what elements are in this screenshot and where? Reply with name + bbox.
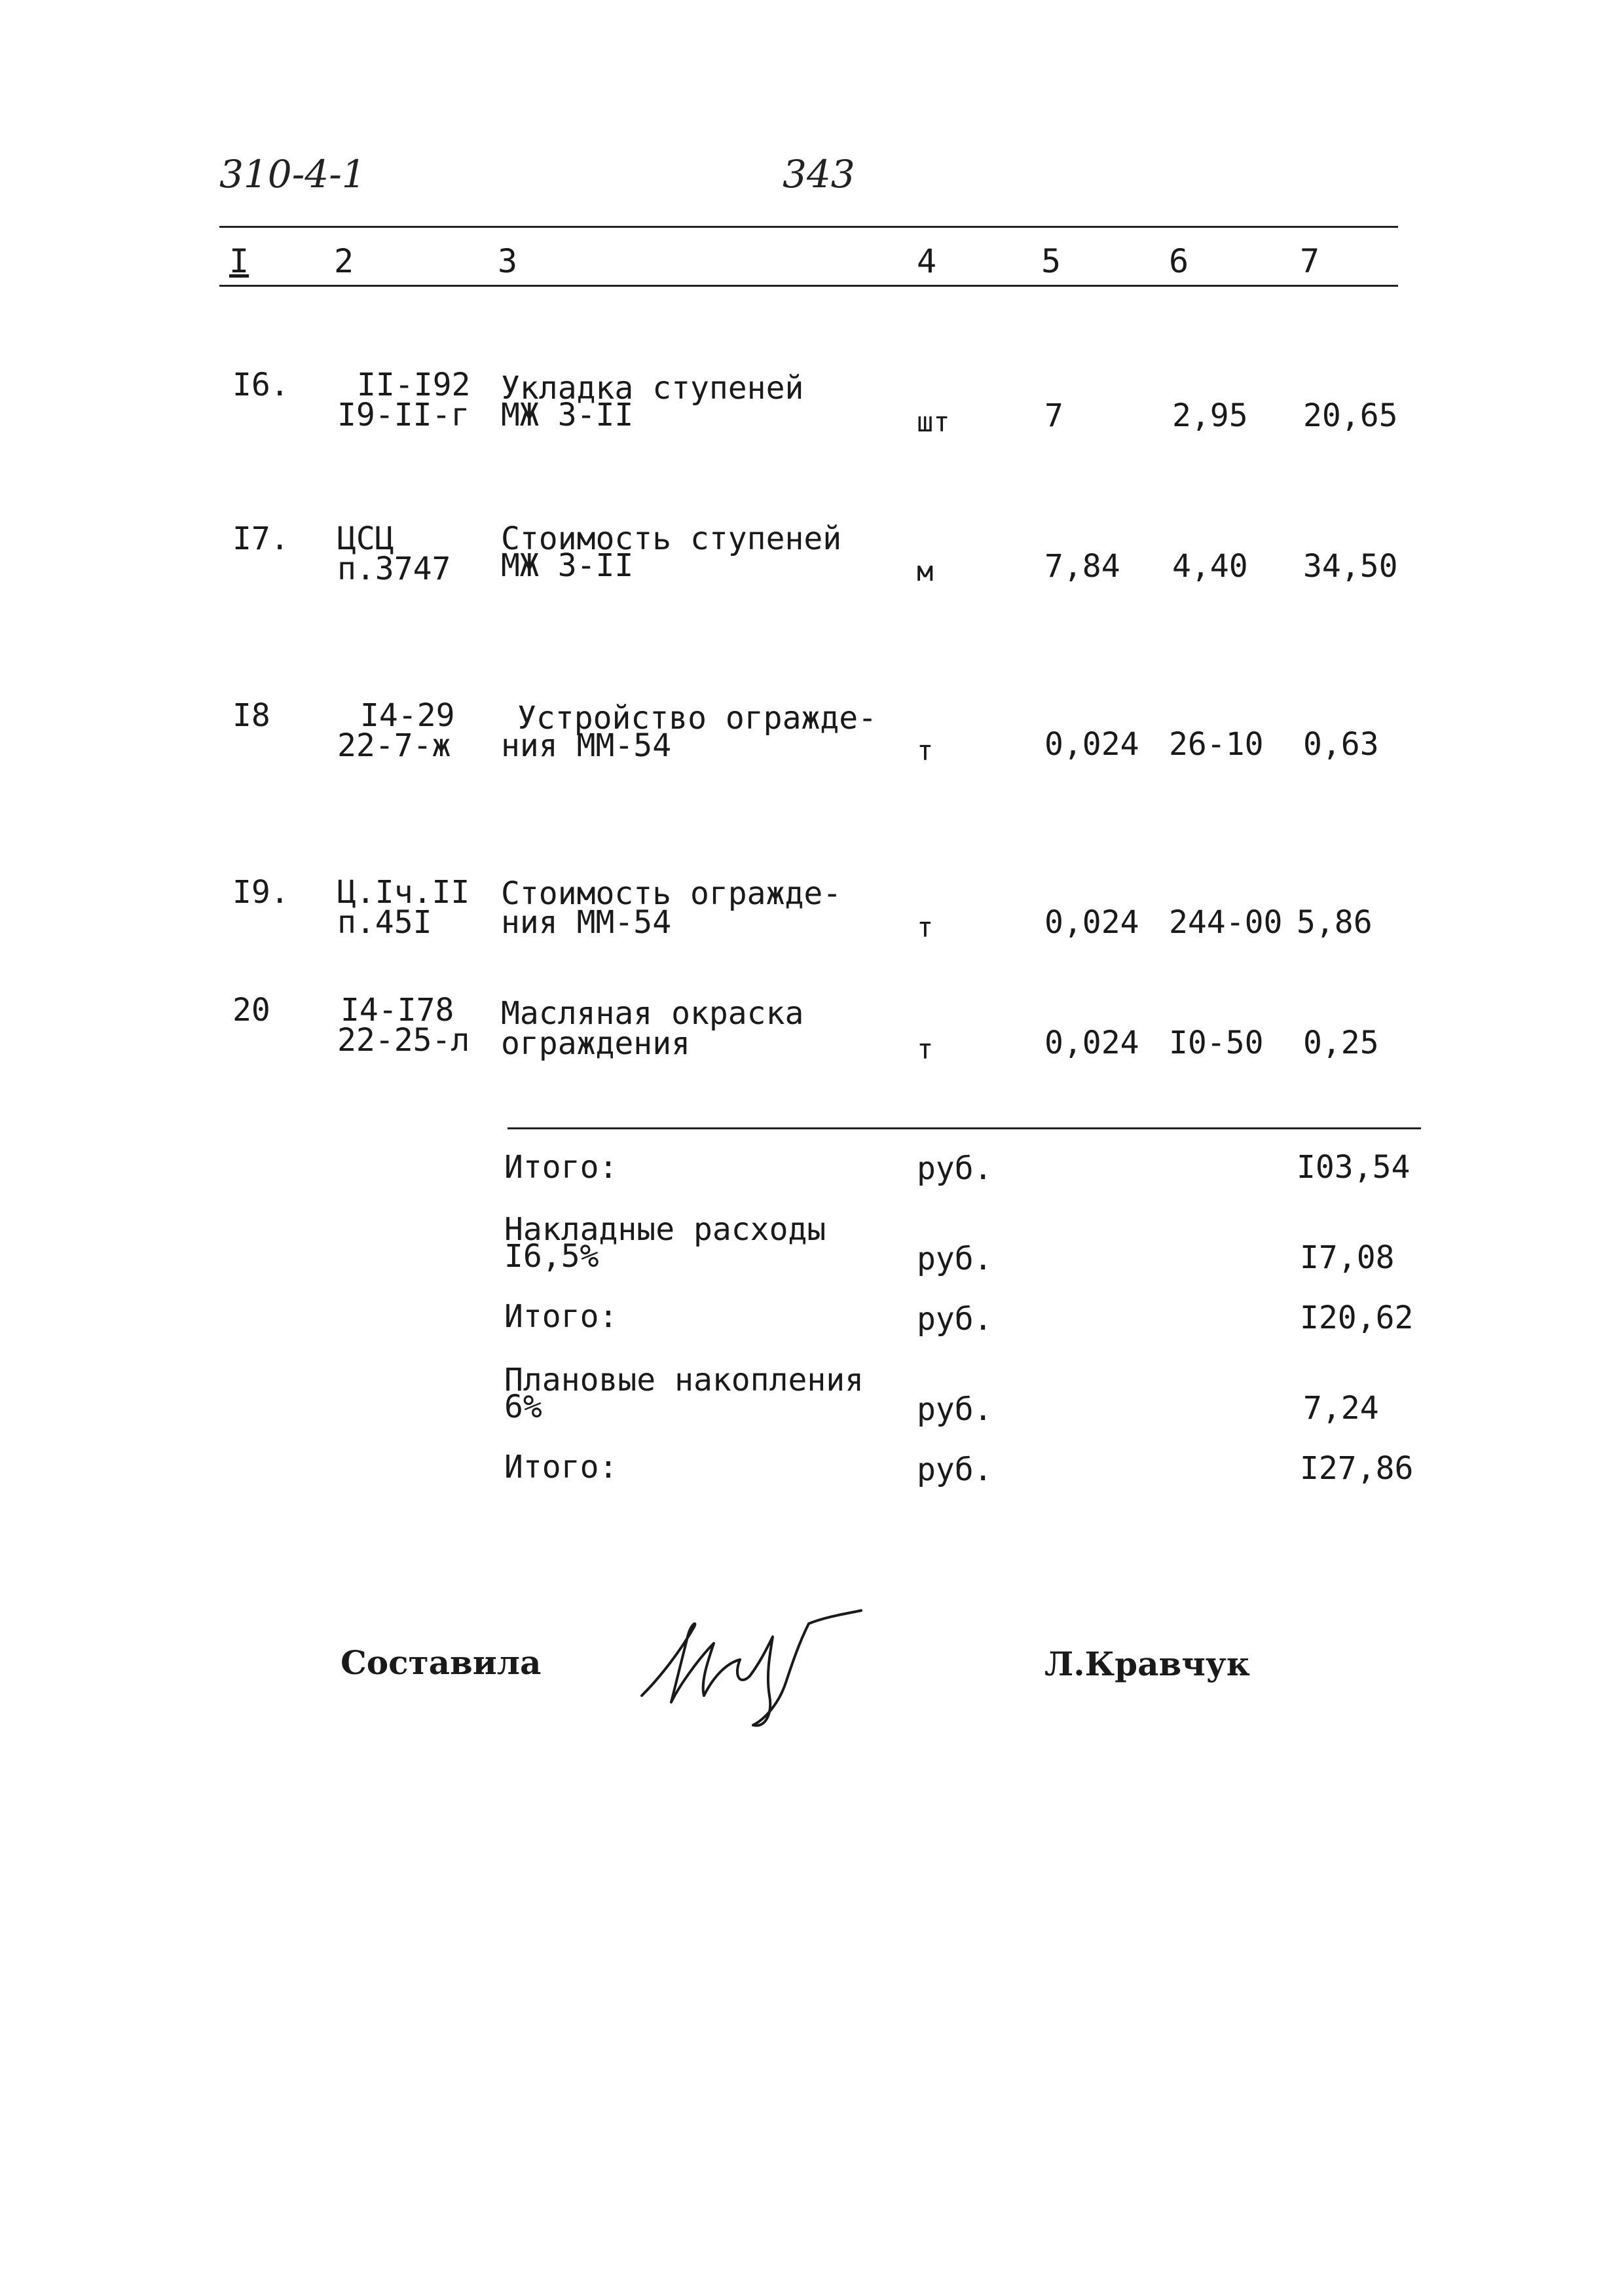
row-ref-1: I4-29 xyxy=(360,697,455,734)
row-desc-2: МЖ 3-II xyxy=(501,397,634,433)
row-desc-1: Стоимость огражде- xyxy=(501,875,842,912)
row-desc-2: ния ММ-54 xyxy=(501,904,672,941)
summary-total: I7,08 xyxy=(1300,1239,1395,1276)
summary-label: Итого: xyxy=(504,1298,618,1335)
row-qty: 0,024 xyxy=(1044,726,1139,763)
row-ref-1: I4-I78 xyxy=(341,992,454,1029)
summary-total: I20,62 xyxy=(1300,1300,1414,1336)
summary-label: Итого: xyxy=(504,1149,618,1186)
row-qty: 0,024 xyxy=(1044,904,1139,941)
summary-total: I27,86 xyxy=(1300,1450,1414,1487)
row-desc-1: Стоимость ступеней xyxy=(501,520,842,557)
row-ref-2: I9-II-г xyxy=(337,397,470,433)
row-unit: т xyxy=(917,1033,934,1065)
row-unit: т xyxy=(917,911,934,943)
col-header-1: I xyxy=(229,242,249,280)
row-unit: м xyxy=(917,555,934,587)
summary-rule xyxy=(507,1127,1421,1129)
row-ref-2: 22-25-л xyxy=(337,1022,470,1059)
row-unit: шт xyxy=(917,406,950,438)
summary-unit: руб. xyxy=(917,1451,993,1488)
signature-name: Л.Кравчук xyxy=(1044,1645,1250,1683)
row-ref-2: 22-7-ж xyxy=(337,727,451,764)
row-total: 0,63 xyxy=(1303,726,1379,763)
doc-code: 310-4-1 xyxy=(219,152,366,196)
row-desc-2: МЖ 3-II xyxy=(501,547,634,584)
summary-unit: руб. xyxy=(917,1241,993,1277)
row-price: 4,40 xyxy=(1172,548,1248,585)
row-qty: 0,024 xyxy=(1044,1025,1139,1061)
row-total: 0,25 xyxy=(1303,1025,1379,1061)
row-number: I7. xyxy=(232,520,289,557)
row-unit: т xyxy=(917,735,934,767)
row-price: I0-50 xyxy=(1169,1025,1264,1061)
row-price: 26-10 xyxy=(1169,726,1264,763)
col-header-3: 3 xyxy=(498,242,518,280)
row-desc-1: Масляная окраска xyxy=(501,995,804,1032)
signature-scribble xyxy=(635,1597,877,1735)
row-ref-2: п.45I xyxy=(337,904,432,941)
header-bottom-rule xyxy=(219,285,1398,287)
row-desc-2: ограждения xyxy=(501,1025,690,1062)
col-header-2: 2 xyxy=(334,242,354,280)
row-price: 2,95 xyxy=(1172,397,1248,434)
summary-label-2: 6% xyxy=(504,1389,542,1425)
row-ref-2: п.3747 xyxy=(337,551,451,587)
row-ref-1: ЦСЦ xyxy=(337,520,394,557)
row-ref-1: II-I92 xyxy=(357,367,471,403)
row-desc-1: Устройство огражде- xyxy=(517,700,877,737)
col-header-5: 5 xyxy=(1041,242,1061,280)
row-price: 244-00 xyxy=(1169,904,1283,941)
row-desc-1: Укладка ступеней xyxy=(501,370,804,407)
row-total: 34,50 xyxy=(1303,548,1398,585)
summary-unit: руб. xyxy=(917,1391,993,1428)
row-total: 5,86 xyxy=(1297,904,1373,941)
row-qty: 7 xyxy=(1044,397,1063,434)
row-number: I9. xyxy=(232,874,289,911)
col-header-6: 6 xyxy=(1169,242,1189,280)
signature-role: Составила xyxy=(341,1643,542,1682)
row-qty: 7,84 xyxy=(1044,548,1120,585)
summary-label: Плановые накопления xyxy=(504,1362,864,1398)
summary-total: 7,24 xyxy=(1303,1390,1379,1427)
summary-label-2: I6,5% xyxy=(504,1238,599,1275)
col-header-7: 7 xyxy=(1300,242,1320,280)
row-ref-1: Ц.Iч.II xyxy=(337,874,470,911)
summary-total: I03,54 xyxy=(1297,1149,1411,1186)
row-number: 20 xyxy=(232,992,270,1029)
row-total: 20,65 xyxy=(1303,397,1398,434)
summary-label: Накладные расходы xyxy=(504,1211,826,1248)
row-number: I8 xyxy=(232,697,270,734)
row-number: I6. xyxy=(232,367,289,403)
summary-unit: руб. xyxy=(917,1150,993,1187)
summary-label: Итого: xyxy=(504,1449,618,1485)
header-top-rule xyxy=(219,226,1398,228)
summary-unit: руб. xyxy=(917,1301,993,1338)
col-header-4: 4 xyxy=(917,242,937,280)
page-number: 343 xyxy=(783,152,855,196)
row-desc-2: ния ММ-54 xyxy=(501,727,672,764)
